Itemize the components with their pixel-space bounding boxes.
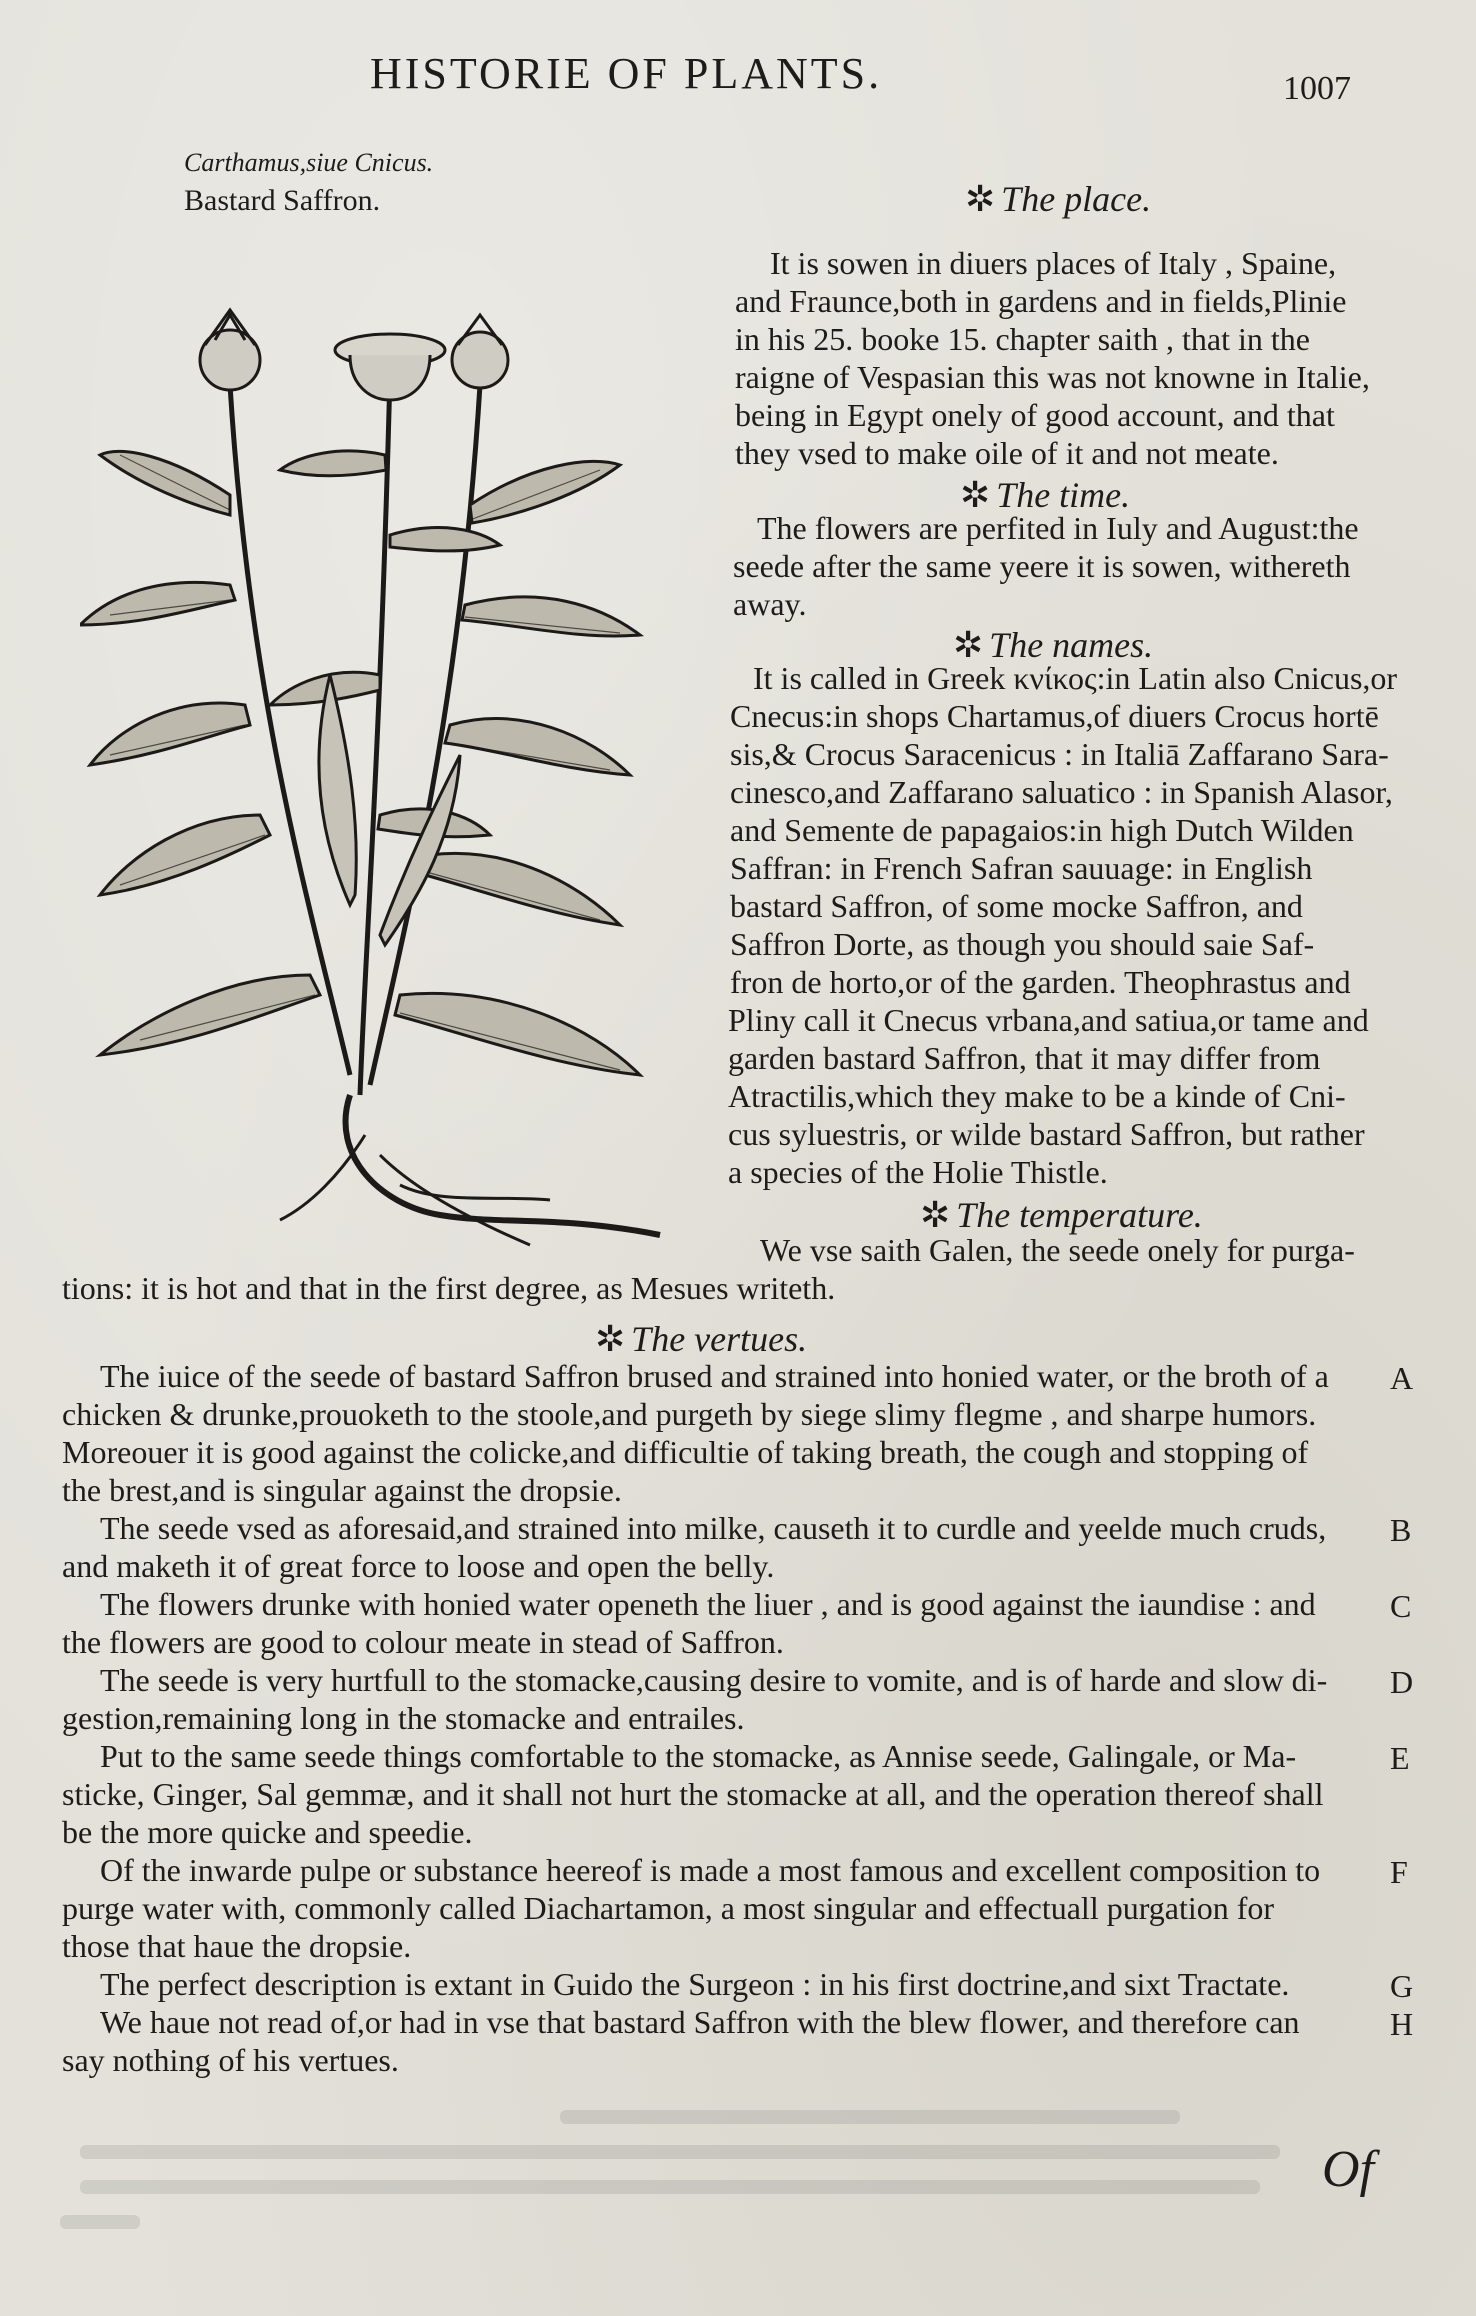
heading-time: ✲ The time. xyxy=(960,475,1131,515)
names-line: It is called in Greek κνίκος:in Latin also Cnicus,or xyxy=(753,660,1398,696)
vertues-line: Put to the same seede things comfortable to the stomacke, as Annise seede, Galingale, or Ma- xyxy=(100,1738,1297,1774)
asterisk-ornament-icon: ✲ xyxy=(953,625,984,665)
heading-names: ✲ The names. xyxy=(953,625,1154,665)
names-line: fron de horto,or of the garden. Theophrastus and xyxy=(730,964,1351,1000)
vertues-line: The seede vsed as aforesaid,and strained into milke, causeth it to curdle and yeelde much cruds, xyxy=(100,1510,1327,1546)
margin-letter: B xyxy=(1390,1512,1412,1548)
vertues-line: say nothing of his vertues. xyxy=(62,2042,399,2078)
page-number: 1007 xyxy=(1283,70,1351,107)
names-line: garden bastard Saffron, that it may differ from xyxy=(728,1040,1321,1076)
time-line: seede after the same yeere it is sowen, withereth xyxy=(733,548,1351,584)
vertues-line: purge water with, commonly called Diachartamon, a most singular and effectuall purgation for xyxy=(62,1890,1275,1926)
margin-letter: A xyxy=(1390,1360,1414,1396)
vertues-line: The seede is very hurtfull to the stomacke,causing desire to vomite, and is of harde and slow di- xyxy=(100,1662,1328,1698)
names-line: bastard Saffron, of some mocke Saffron, and xyxy=(730,888,1303,924)
figure-caption-english: Bastard Saffron. xyxy=(184,184,381,217)
margin-letter: H xyxy=(1390,2006,1414,2042)
asterisk-ornament-icon: ✲ xyxy=(960,475,991,515)
names-line: Saffron Dorte, as though you should saie Saf- xyxy=(730,926,1315,962)
margin-letter: D xyxy=(1390,1664,1414,1700)
time-line: away. xyxy=(733,586,807,622)
heading-vertues: ✲ The vertues. xyxy=(595,1319,808,1359)
place-line: they vsed to make oile of it and not meate. xyxy=(735,435,1279,471)
asterisk-ornament-icon: ✲ xyxy=(920,1195,951,1235)
bleed-through-texture xyxy=(0,2090,1476,2290)
asterisk-ornament-icon: ✲ xyxy=(965,179,996,219)
vertues-line: the flowers are good to colour meate in stead of Saffron. xyxy=(62,1624,784,1660)
asterisk-ornament-icon: ✲ xyxy=(595,1319,626,1359)
vertues-line: those that haue the dropsie. xyxy=(62,1928,412,1964)
margin-letter: G xyxy=(1390,1968,1414,2004)
margin-letter: F xyxy=(1390,1854,1408,1890)
heading-place: ✲ The place. xyxy=(965,179,1152,219)
heading-temperature: ✲ The temperature. xyxy=(920,1195,1203,1235)
names-line: Pliny call it Cnecus vrbana,and satiua,or tame and xyxy=(728,1002,1369,1038)
names-line: Cnecus:in shops Chartamus,of diuers Crocus hortē xyxy=(730,698,1379,734)
running-head: HISTORIE OF PLANTS. xyxy=(370,49,883,98)
vertues-line: and maketh it of great force to loose and open the belly. xyxy=(62,1548,775,1584)
vertues-line: We haue not read of,or had in vse that bastard Saffron with the blew flower, and therefore can xyxy=(100,2004,1300,2040)
time-line: The flowers are perfited in Iuly and August:the xyxy=(757,510,1359,546)
place-line: in his 25. booke 15. chapter saith , that in the xyxy=(735,321,1310,357)
names-line: Atractilis,which they make to be a kinde of Cni- xyxy=(728,1078,1346,1114)
vertues-line: gestion,remaining long in the stomacke and entrailes. xyxy=(62,1700,745,1736)
names-line: cus syluestris, or wilde bastard Saffron, but rather xyxy=(728,1116,1365,1152)
margin-letter: C xyxy=(1390,1588,1412,1624)
plant-woodcut-illustration xyxy=(80,255,680,1255)
names-line: Saffran: in French Safran sauuage: in English xyxy=(730,850,1313,886)
vertues-line: Moreouer it is good against the colicke,and difficultie of taking breath, the cough and stopping of xyxy=(62,1434,1309,1470)
names-line: and Semente de papagaios:in high Dutch Wilden xyxy=(730,812,1354,848)
margin-letter: E xyxy=(1390,1740,1410,1776)
vertues-line: sticke, Ginger, Sal gemmæ, and it shall not hurt the stomacke at all, and the operation thereof shall xyxy=(62,1776,1324,1812)
place-line: It is sowen in diuers places of Italy , Spaine, xyxy=(770,245,1337,281)
vertues-line: Of the inwarde pulpe or substance heereof is made a most famous and excellent composition to xyxy=(100,1852,1321,1888)
catchword: Of xyxy=(1322,2141,1374,2198)
temperature-line: We vse saith Galen, the seede onely for purga- xyxy=(760,1232,1355,1268)
vertues-line: chicken & drunke,prouoketh to the stoole,and purgeth by siege slimy flegme , and sharpe humors. xyxy=(62,1396,1317,1432)
vertues-line: The perfect description is extant in Guido the Surgeon : in his first doctrine,and sixt Tractate. xyxy=(100,1966,1290,2002)
vertues-line: the brest,and is singular against the dropsie. xyxy=(62,1472,622,1508)
place-line: and Fraunce,both in gardens and in fields,Plinie xyxy=(735,283,1347,319)
names-line: sis,& Crocus Saracenicus : in Italiā Zaffarano Sara- xyxy=(730,736,1389,772)
vertues-line: The flowers drunke with honied water openeth the liuer , and is good against the iaundise : and xyxy=(100,1586,1316,1622)
place-line: being in Egypt onely of good account, and that xyxy=(735,397,1335,433)
place-line: raigne of Vespasian this was not knowne in Italie, xyxy=(735,359,1370,395)
vertues-line: The iuice of the seede of bastard Saffron brused and strained into honied water, or the broth of a xyxy=(100,1358,1329,1394)
temperature-line: tions: it is hot and that in the first degree, as Mesues writeth. xyxy=(62,1270,836,1306)
vertues-line: be the more quicke and speedie. xyxy=(62,1814,473,1850)
names-line: cinesco,and Zaffarano saluatico : in Spanish Alasor, xyxy=(730,774,1393,810)
names-line: a species of the Holie Thistle. xyxy=(728,1154,1108,1190)
figure-caption-latin: Carthamus,siue Cnicus. xyxy=(184,148,434,177)
